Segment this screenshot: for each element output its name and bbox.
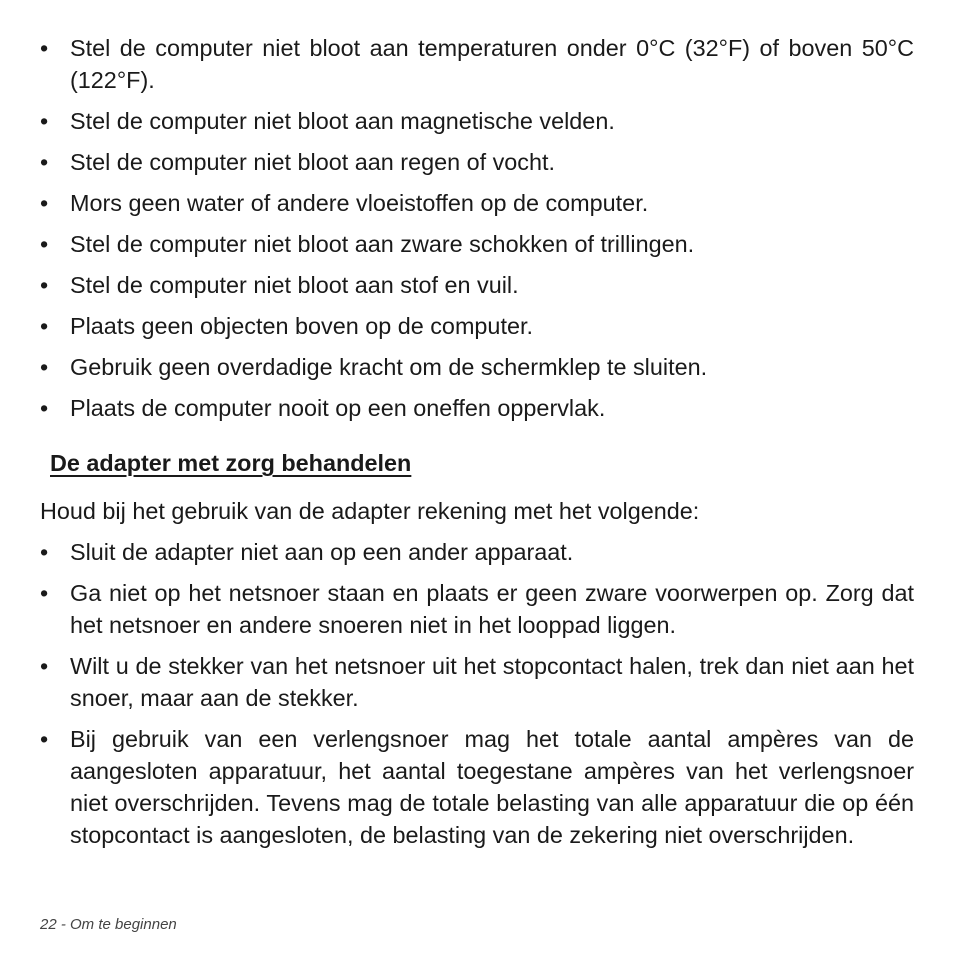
list-item-text: Plaats geen objecten boven op de computer. — [70, 313, 533, 339]
list-item — [40, 577, 914, 641]
page-footer: 22 - Om te beginnen — [40, 916, 177, 933]
list-item-text: Bij gebruik van een verlengsnoer mag het totale aantal ampères van de aangesloten apparatuur, het aantal toegestane ampères van het verlengsnoer niet overschrijden. Tevens mag de totale belasting van alle apparatuur die op één stopcontact is aangesloten, de belasting van de zekering niet overschrijden. — [70, 726, 914, 848]
list-item-text: Gebruik geen overdadige kracht om de schermklep te sluiten. — [70, 354, 708, 380]
bullet-icon: • — [40, 231, 49, 257]
list-item-text: Stel de computer niet bloot aan magnetische velden. — [70, 108, 615, 134]
list-item — [40, 228, 914, 260]
list-item — [40, 146, 914, 178]
bullet-icon: • — [40, 395, 49, 421]
document-page — [40, 32, 914, 860]
list-item — [40, 650, 914, 714]
list-item-text: Stel de computer niet bloot aan stof en vuil. — [70, 272, 519, 298]
list-item — [40, 536, 914, 568]
bullet-icon: • — [40, 313, 49, 339]
section-intro: Houd bij het gebruik van de adapter rekening met het volgende: — [40, 498, 700, 524]
bullet-icon: • — [40, 539, 49, 565]
list-item — [40, 32, 914, 96]
section-heading: De adapter met zorg behandelen — [50, 450, 412, 476]
list-item-text: Sluit de adapter niet aan op een ander apparaat. — [70, 539, 574, 565]
bullet-icon: • — [40, 726, 49, 752]
list-item-text: Plaats de computer nooit op een oneffen oppervlak. — [70, 395, 606, 421]
list-item-text: Stel de computer niet bloot aan temperaturen onder 0°C (32°F) of boven 50°C (122°F). — [70, 35, 914, 93]
list-item-text: Wilt u de stekker van het netsnoer uit het stopcontact halen, trek dan niet aan het snoer, maar aan de stekker. — [70, 653, 914, 711]
list-item — [40, 723, 914, 851]
bullet-icon: • — [40, 35, 49, 61]
list-item-text: Ga niet op het netsnoer staan en plaats er geen zware voorwerpen op. Zorg dat het netsnoer en andere snoeren niet in het looppad liggen. — [70, 580, 914, 638]
bullet-icon: • — [40, 149, 49, 175]
list-item — [40, 392, 914, 424]
bullet-icon: • — [40, 108, 49, 134]
bullet-icon: • — [40, 653, 49, 679]
bullet-icon: • — [40, 354, 49, 380]
adapter-list — [40, 536, 914, 851]
list-item-text: Stel de computer niet bloot aan zware schokken of trillingen. — [70, 231, 695, 257]
list-item-text: Stel de computer niet bloot aan regen of vocht. — [70, 149, 556, 175]
bullet-icon: • — [40, 580, 49, 606]
list-item — [40, 105, 914, 137]
care-list — [40, 32, 914, 424]
list-item — [40, 310, 914, 342]
list-item — [40, 269, 914, 301]
list-item — [40, 187, 914, 219]
list-item — [40, 351, 914, 383]
bullet-icon: • — [40, 190, 49, 216]
list-item-text: Mors geen water of andere vloeistoffen op de computer. — [70, 190, 649, 216]
bullet-icon: • — [40, 272, 49, 298]
